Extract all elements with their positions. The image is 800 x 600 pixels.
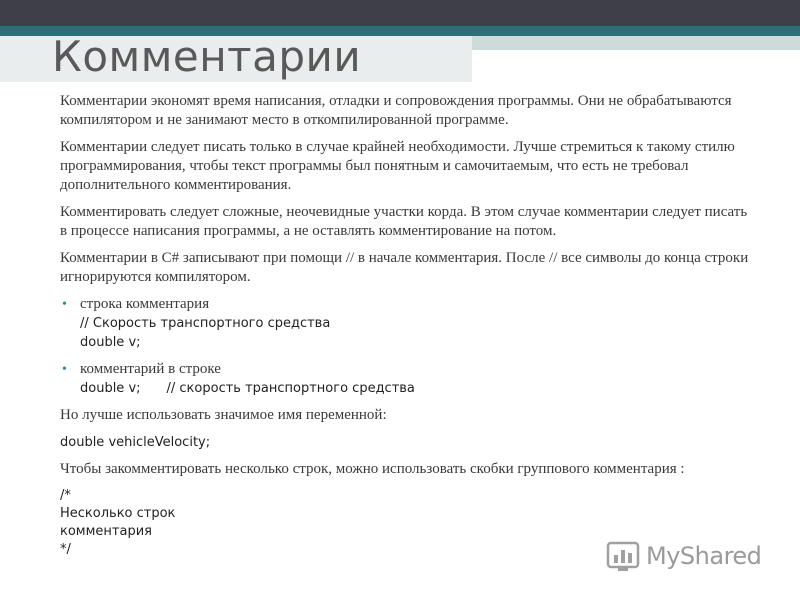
watermark bbox=[606, 536, 776, 576]
bullet-label: • строка комментария bbox=[80, 296, 210, 312]
paragraph-1: Комментарии экономят время написания, отладки и сопровождения программы. Они не обрабатываются компилятором и не занимают место в откомпилированной программе. bbox=[60, 93, 732, 128]
code-inline-comment: // скорость транспортного средства bbox=[166, 381, 415, 396]
better-name-code: double vehicleVelocity; bbox=[60, 435, 211, 450]
watermark-text: MyShared bbox=[646, 542, 762, 570]
top-bar bbox=[0, 0, 800, 26]
code-close-comment: */ bbox=[60, 542, 71, 557]
bullet-label: • комментарий в строке bbox=[80, 361, 221, 377]
code-comment-text-2: комментария bbox=[60, 524, 152, 539]
multiline-text: Чтобы закомментировать несколько строк, можно использовать скобки группового комментария : bbox=[60, 461, 685, 477]
bullet-list bbox=[60, 295, 750, 398]
slide-content bbox=[60, 92, 750, 559]
code-open-comment: /* bbox=[60, 488, 71, 503]
code-comment-text-1: Несколько строк bbox=[60, 506, 176, 521]
code-inline-line bbox=[80, 379, 750, 398]
paragraph-4: Комментарии в C# записывают при помощи // в начале комментария. После // все символы до конца строки игнорируются компилятором. bbox=[60, 250, 749, 285]
better-name-text: Но лучше использовать значимое имя переменной: bbox=[60, 407, 387, 423]
bullet-inline-comment bbox=[80, 360, 750, 398]
code-comment-line: // Скорость транспортного средства bbox=[80, 316, 331, 331]
paragraph-3: Комментировать следует сложные, неочевидные участки корда. В этом случае комментарии следует писать в процессе написания программы, а не оставлять комментирование на потом. bbox=[60, 204, 748, 239]
slide-title: Комментарии bbox=[52, 32, 362, 81]
code-declaration-line: double v; bbox=[80, 335, 141, 350]
title-band-right bbox=[472, 36, 800, 50]
paragraph-2: Комментарии следует писать только в случае крайней необходимости. Лучше стремиться к такому стилю программирования, чтобы текст программы был понятным и самочитаемым, что есть не требовал дополнительного комментирования. bbox=[60, 139, 735, 193]
bullet-line-comment bbox=[80, 295, 750, 352]
myshared-logo-icon bbox=[606, 539, 640, 573]
code-declaration: double v; bbox=[80, 381, 141, 396]
